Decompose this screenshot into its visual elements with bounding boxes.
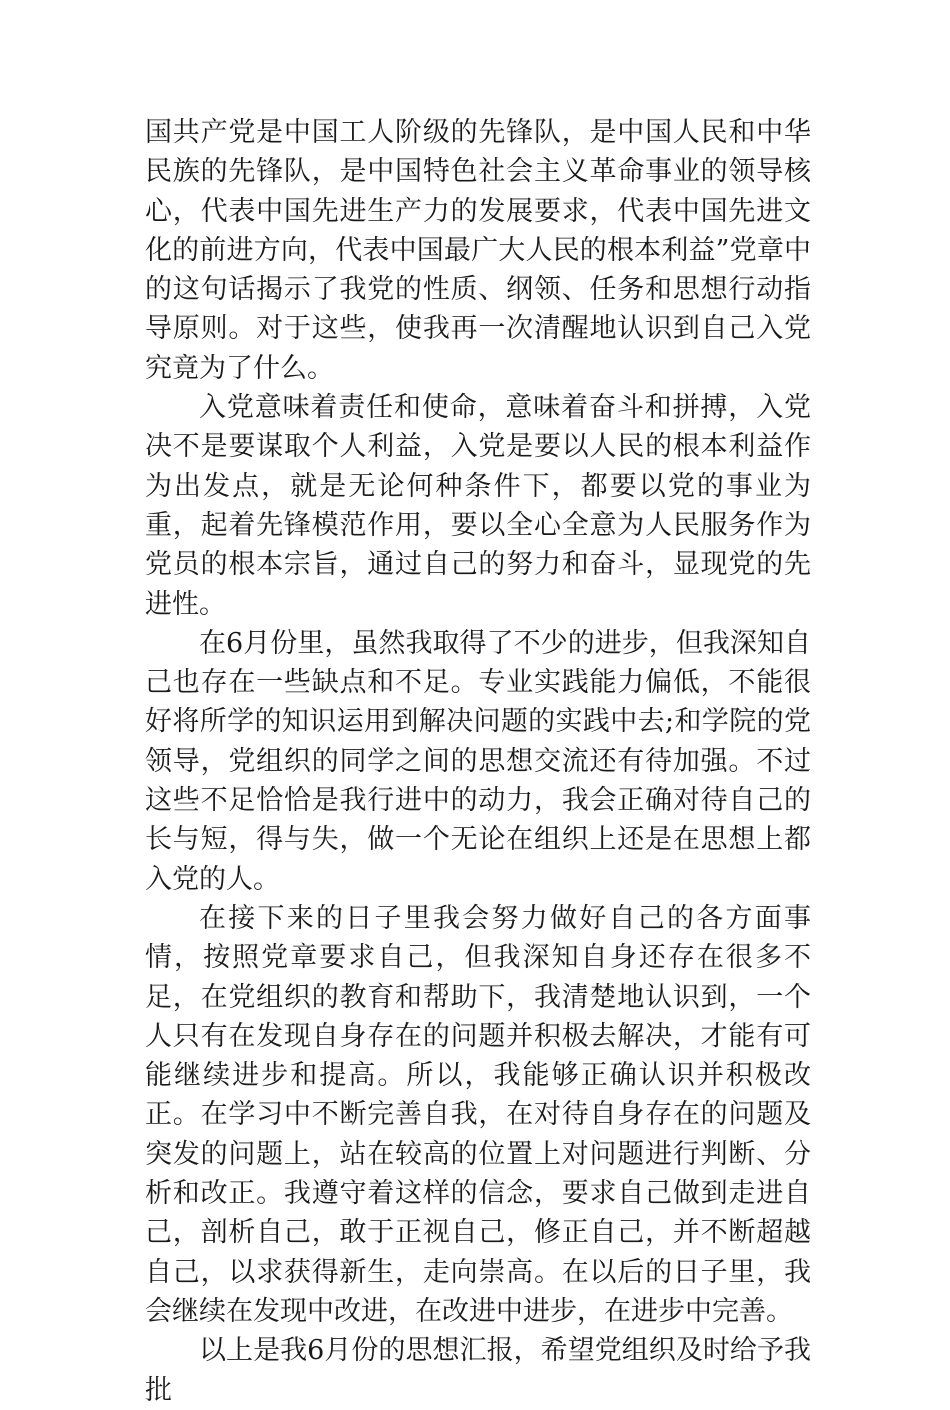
paragraph-3: 在6月份里，虽然我取得了不少的进步，但我深知自己也存在一些缺点和不足。专业实践能力偏低，不能很好将所学的知识运用到解决问题的实践中去;和学院的党领导，党组织的同学之间的思想交流还有待加强。不过这些不足恰恰是我行进中的动力，我会正确对待自己的长与短，得与失，做一个无论在组织上还是在思想上都入党的人。: [145, 627, 811, 895]
paragraph-5: 以上是我6月份的思想汇报，希望党组织及时给予我批: [145, 1335, 811, 1406]
document-body: [145, 113, 811, 1410]
paragraph-4: 在接下来的日子里我会努力做好自己的各方面事情，按照党章要求自己，但我深知自身还存在很多不足，在党组织的教育和帮助下，我清楚地认识到，一个人只有在发现自身存在的问题并积极去解决，才能有可能继续进步和提高。所以，我能够正确认识并积极改正。在学习中不断完善自我，在对待自身存在的问题及突发的问题上，站在较高的位置上对问题进行判断、分析和改正。我遵守着这样的信念，要求自己做到走进自己，剖析自己，敢于正视自己，修正自己，并不断超越自己，以求获得新生，走向崇高。在以后的日子里，我会继续在发现中改进，在改进中进步，在进步中完善。: [145, 902, 811, 1327]
paragraph-1: 国共产党是中国工人阶级的先锋队，是中国人民和中华民族的先锋队，是中国特色社会主义革命事业的领导核心，代表中国先进生产力的发展要求，代表中国先进文化的前进方向，代表中国最广大人民的根本利益”党章中的这句话揭示了我党的性质、纲领、任务和思想行动指导原则。对于这些，使我再一次清醒地认识到自己入党究竟为了什么。: [145, 117, 811, 384]
paragraph-2: 入党意味着责任和使命，意味着奋斗和拼搏，入党决不是要谋取个人利益，入党是要以人民的根本利益作为出发点，就是无论何种条件下，都要以党的事业为重，起着先锋模范作用，要以全心全意为人民服务作为党员的根本宗旨，通过自己的努力和奋斗，显现党的先进性。: [145, 392, 811, 620]
